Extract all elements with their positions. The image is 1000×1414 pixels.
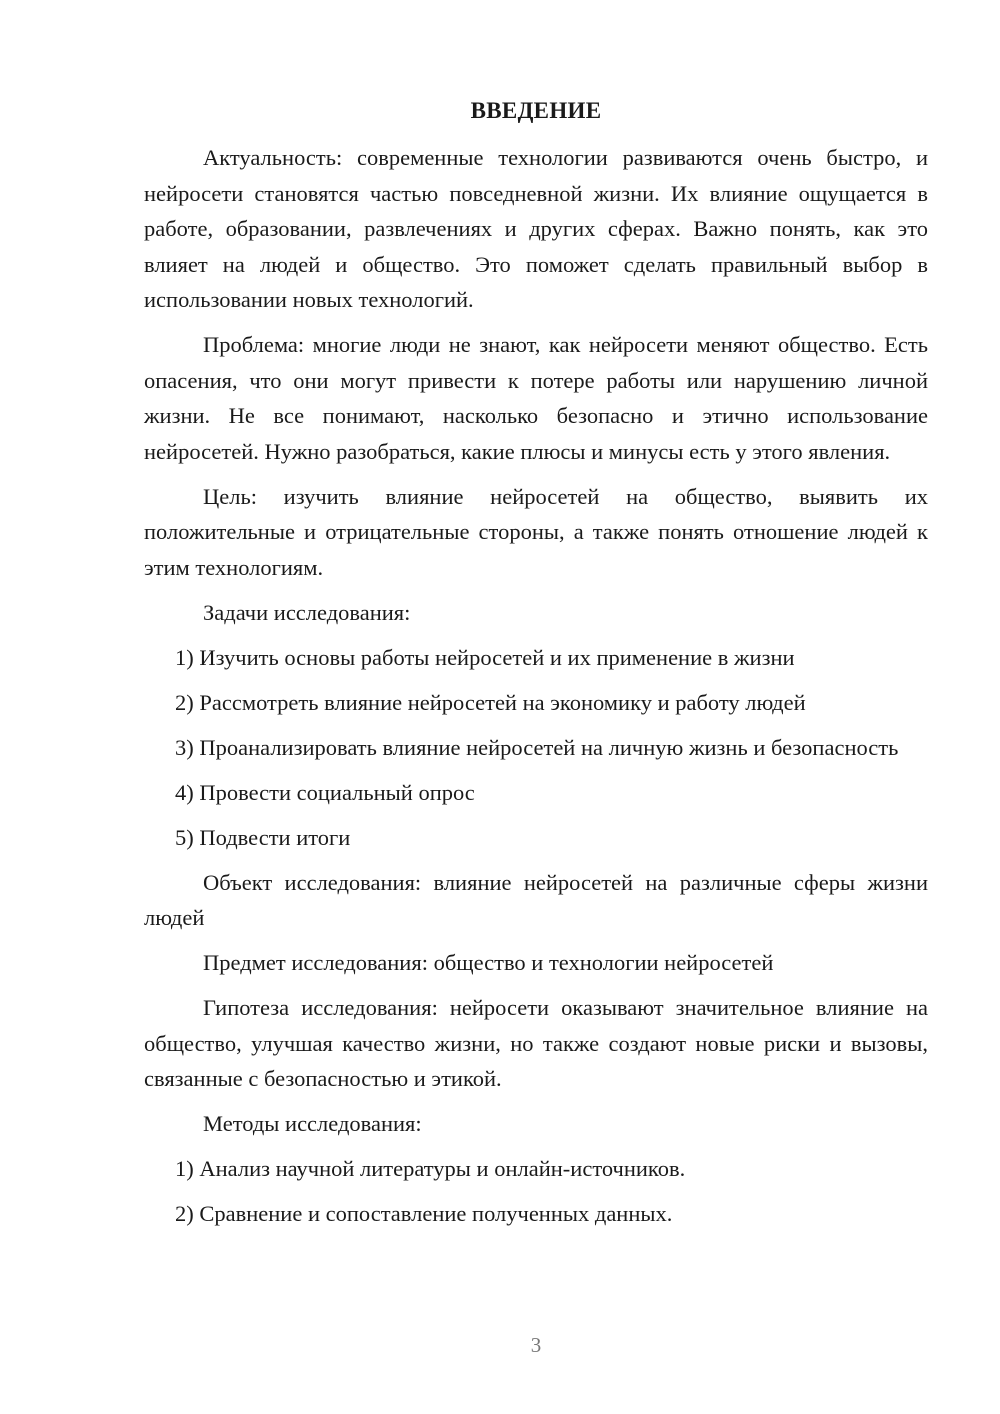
relevance-paragraph: Актуальность: современные технологии развиваются очень быстро, и нейросети становятся частью повседневной жизни. Их влияние ощущается в работе, образовании, развлечениях и других сферах. Важно понять, как это влияет на людей и общество. Это поможет сделать правильный выбор в использовании новых технологий.: [144, 145, 928, 312]
task-item-5: 5) Подвести итоги: [175, 824, 351, 850]
tasks-heading: Задачи исследования:: [203, 599, 411, 625]
page-number: 3: [530, 1333, 542, 1357]
hypothesis-paragraph: Гипотеза исследования: нейросети оказывают значительное влияние на общество, улучшая качество жизни, но также создают новые риски и вызовы, связанные с безопасностью и этикой.: [144, 995, 928, 1091]
task-item-4: 4) Провести социальный опрос: [175, 779, 475, 805]
goal-paragraph: Цель: изучить влияние нейросетей на общество, выявить их положительные и отрицательные стороны, а также понять отношение людей к этим технологиям.: [144, 483, 928, 580]
method-item-1: 1) Анализ научной литературы и онлайн-источников.: [175, 1156, 686, 1181]
subject-paragraph: Предмет исследования: общество и технологии нейросетей: [203, 950, 774, 975]
page-title: ВВЕДЕНИЕ: [470, 98, 602, 123]
task-item-2: 2) Рассмотреть влияние нейросетей на экономику и работу людей: [175, 689, 806, 715]
task-item-1: 1) Изучить основы работы нейросетей и их применение в жизни: [175, 644, 795, 670]
problem-paragraph: Проблема: многие люди не знают, как нейросети меняют общество. Есть опасения, что они могут привести к потере работы или нарушению личной жизни. Не все понимают, насколько безопасно и этично использование нейросетей. Нужно разобраться, какие плюсы и минусы есть у этого явления.: [144, 332, 928, 464]
page-body: [144, 140, 928, 1241]
method-item-2: 2) Сравнение и сопоставление полученных данных.: [175, 1201, 673, 1226]
methods-heading: Методы исследования:: [203, 1111, 422, 1136]
object-paragraph: Объект исследования: влияние нейросетей на различные сферы жизни людей: [144, 869, 928, 930]
task-item-3: 3) Проанализировать влияние нейросетей на личную жизнь и безопасность: [175, 734, 899, 760]
